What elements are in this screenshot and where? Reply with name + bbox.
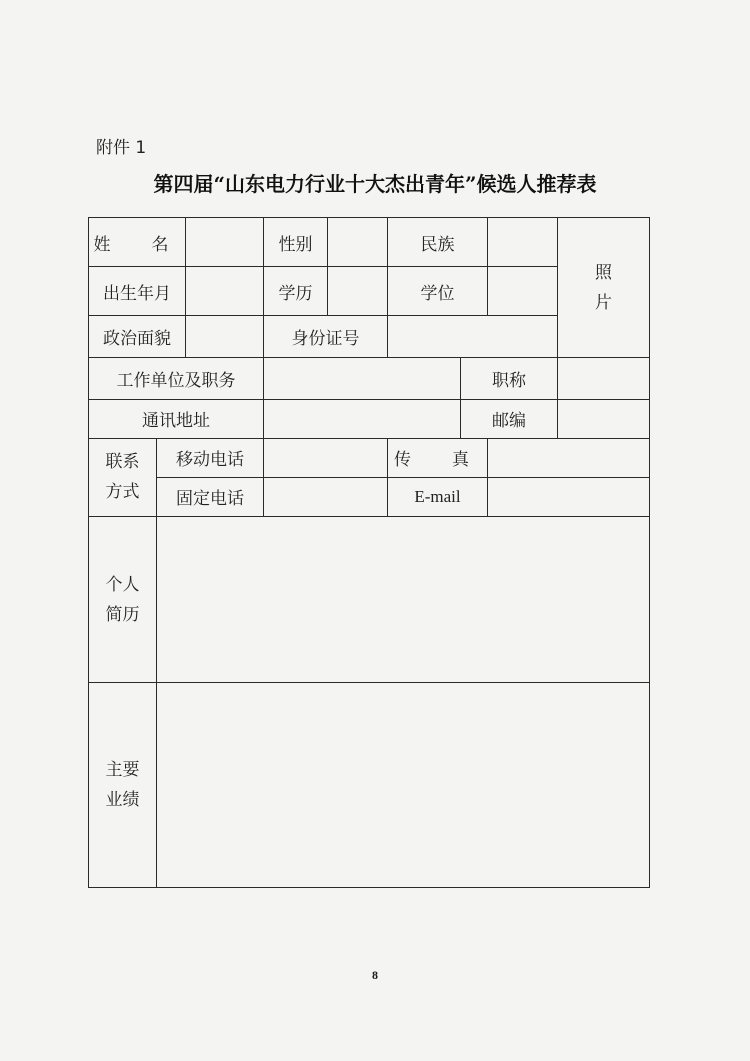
achievements-label-2: 业绩 bbox=[105, 790, 140, 811]
job-title-field[interactable] bbox=[558, 358, 650, 399]
work-unit-field[interactable] bbox=[264, 358, 461, 399]
landline-label: 固定电话 bbox=[157, 477, 264, 516]
job-title-label: 职称 bbox=[461, 358, 558, 399]
id-number-field[interactable] bbox=[388, 316, 558, 358]
email-field[interactable] bbox=[488, 477, 650, 516]
political-label: 政治面貌 bbox=[89, 316, 186, 358]
postcode-label: 邮编 bbox=[461, 399, 558, 438]
gender-label: 性别 bbox=[264, 218, 328, 267]
recommendation-form-table bbox=[88, 217, 650, 888]
attachment-label: 附件 1 bbox=[96, 138, 147, 158]
education-label: 学历 bbox=[264, 267, 328, 316]
gender-field[interactable] bbox=[328, 218, 388, 267]
email-label: E-mail bbox=[388, 477, 488, 516]
photo-label-2: 片 bbox=[595, 292, 612, 313]
political-field[interactable] bbox=[186, 316, 264, 358]
resume-label bbox=[89, 516, 157, 682]
achievements-label bbox=[89, 683, 157, 888]
ethnicity-label: 民族 bbox=[388, 218, 488, 267]
achievements-label-1: 主要 bbox=[105, 760, 140, 781]
address-field[interactable] bbox=[264, 399, 461, 438]
fax-field[interactable] bbox=[488, 438, 650, 477]
contact-label bbox=[89, 438, 157, 516]
ethnicity-field[interactable] bbox=[488, 218, 558, 267]
name-label: 姓 名 bbox=[89, 218, 186, 267]
name-field[interactable] bbox=[186, 218, 264, 267]
resume-field[interactable] bbox=[157, 516, 650, 682]
fax-label: 传 真 bbox=[388, 438, 488, 477]
birth-label: 出生年月 bbox=[89, 267, 186, 316]
education-field[interactable] bbox=[328, 267, 388, 316]
work-unit-label: 工作单位及职务 bbox=[89, 358, 264, 399]
id-number-label: 身份证号 bbox=[264, 316, 388, 358]
landline-field[interactable] bbox=[264, 477, 388, 516]
page-number: 8 bbox=[372, 968, 378, 982]
resume-label-1: 个人 bbox=[105, 574, 140, 595]
postcode-field[interactable] bbox=[558, 399, 650, 438]
achievements-field[interactable] bbox=[157, 683, 650, 888]
resume-label-2: 简历 bbox=[105, 604, 140, 625]
mobile-label: 移动电话 bbox=[157, 438, 264, 477]
degree-field[interactable] bbox=[488, 267, 558, 316]
photo-label-1: 照 bbox=[595, 262, 612, 283]
mobile-field[interactable] bbox=[264, 438, 388, 477]
birth-field[interactable] bbox=[186, 267, 264, 316]
photo-box[interactable] bbox=[558, 218, 650, 358]
address-label: 通讯地址 bbox=[89, 399, 264, 438]
document-title: 第四届“山东电力行业十大杰出青年”候选人推荐表 bbox=[153, 172, 597, 196]
contact-label-1: 联系 bbox=[105, 452, 140, 473]
degree-label: 学位 bbox=[388, 267, 488, 316]
contact-label-2: 方式 bbox=[105, 482, 140, 503]
